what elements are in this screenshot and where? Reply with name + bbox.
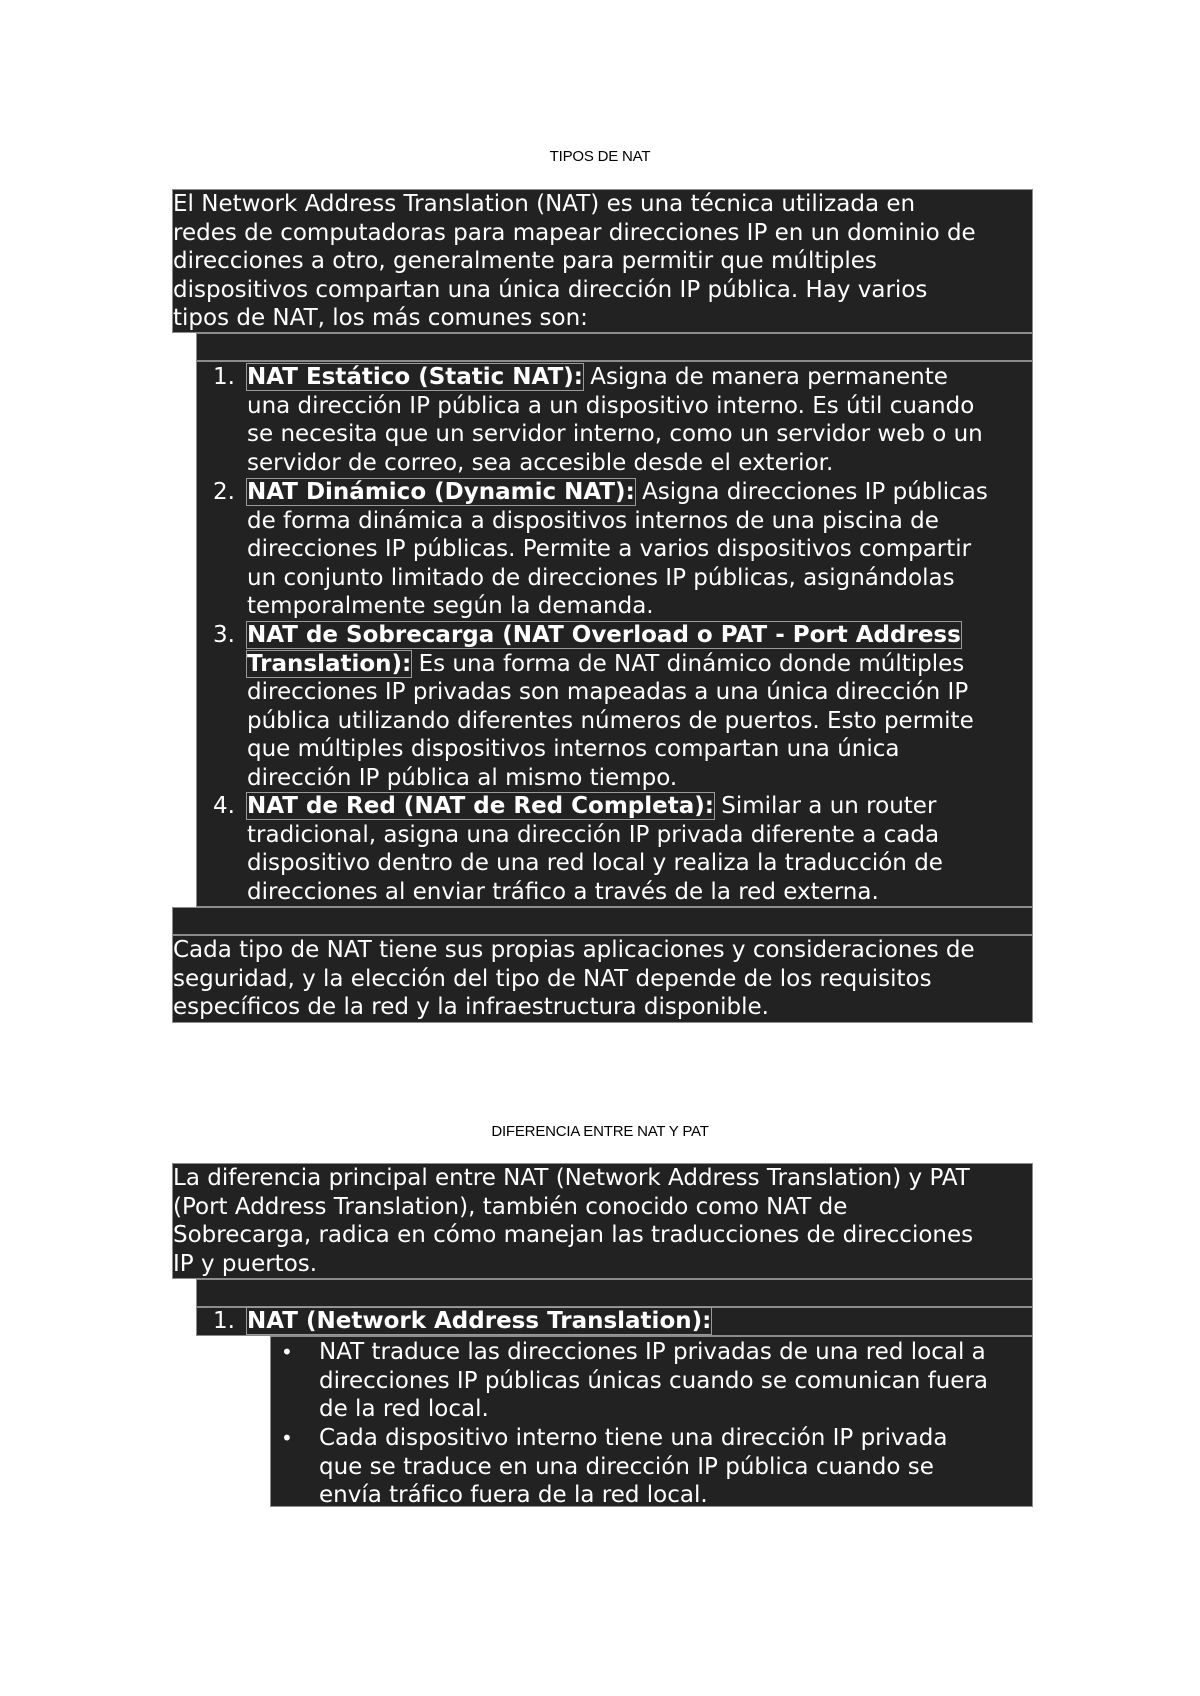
item-term-continued: Translation): <box>247 650 412 677</box>
nat-types-list <box>196 361 1033 907</box>
bullet-icon: • <box>281 1426 293 1450</box>
text-line: redes de computadoras para mapear direcciones IP en un dominio de <box>173 219 976 246</box>
list-item <box>247 792 943 906</box>
text-line: de forma dinámica a dispositivos internos de una piscina de <box>247 507 939 534</box>
spacer-block <box>196 1279 1033 1307</box>
text-line: IP y puertos. <box>173 1250 318 1277</box>
item-text: Similar a un router <box>713 793 937 819</box>
text-line: tipos de NAT, los más comunes son: <box>173 305 588 332</box>
item-term: NAT Dinámico (Dynamic NAT): <box>247 479 635 505</box>
list-item <box>247 363 983 477</box>
list-item <box>319 1424 947 1510</box>
list-number: 2. <box>213 479 235 505</box>
text-line: direcciones IP públicas. Permite a varios dispositivos compartir <box>247 536 972 563</box>
text-line: un conjunto limitado de direcciones IP públicas, asignándolas <box>247 564 955 591</box>
text-line: direcciones al enviar tráfico a través de la red externa. <box>247 878 879 905</box>
item-term: NAT de Red (NAT de Red Completa): <box>247 793 714 819</box>
text-line: Sobrecarga, radica en cómo manejan las traducciones de direcciones <box>173 1222 974 1249</box>
text-line: se necesita que un servidor interno, como un servidor web o un <box>247 421 983 448</box>
section-heading-diferencia: DIFERENCIA ENTRE NAT Y PAT <box>491 1123 709 1140</box>
text-line: Cada tipo de NAT tiene sus propias aplicaciones y consideraciones de <box>173 937 975 963</box>
text-line: direcciones a otro, generalmente para permitir que múltiples <box>173 248 877 275</box>
item-term: NAT Estático (Static NAT): <box>247 364 583 390</box>
section-heading-tipos: TIPOS DE NAT <box>549 148 651 165</box>
text-line: El Network Address Translation (NAT) es una técnica utilizada en <box>173 191 916 217</box>
list-number: 1. <box>213 364 235 390</box>
text-line: una dirección IP pública a un dispositivo interno. Es útil cuando <box>247 392 975 419</box>
list-item <box>319 1338 988 1424</box>
spacer-block <box>172 907 1033 935</box>
list-item <box>247 478 988 621</box>
item-term: NAT (Network Address Translation): <box>247 1308 712 1334</box>
text-line: dirección IP pública al mismo tiempo. <box>247 764 678 791</box>
text-line: servidor de correo, sea accesible desde el exterior. <box>247 449 834 476</box>
spacer-block <box>196 333 1033 361</box>
list-number: 1. <box>213 1308 235 1334</box>
intro-text <box>173 190 976 333</box>
text-line: que múltiples dispositivos internos compartan una única <box>247 736 900 763</box>
item-text: Asigna de manera permanente <box>582 364 948 390</box>
text-line: tradicional, asigna una dirección IP privada diferente a cada <box>247 821 940 848</box>
text-line: que se traduce en una dirección IP pública cuando se <box>319 1453 934 1480</box>
text-line: (Port Address Translation), también conocido como NAT de <box>173 1193 848 1220</box>
intro-block <box>172 189 1033 333</box>
text-line: NAT traduce las direcciones IP privadas de una red local a <box>319 1339 986 1365</box>
item-term: NAT de Sobrecarga (NAT Overload o PAT - Port Address <box>247 622 961 648</box>
text-line: dispositivos compartan una única dirección IP pública. Hay varios <box>173 276 928 303</box>
text-line: direcciones IP públicas únicas cuando se comunican fuera <box>319 1367 988 1394</box>
nat-pat-list-item <box>196 1307 1033 1336</box>
list-item <box>247 1307 711 1336</box>
bullet-list <box>270 1336 1033 1507</box>
text-line: Cada dispositivo interno tiene una dirección IP privada <box>319 1425 948 1451</box>
text-line: pública utilizando diferentes números de puertos. Esto permite <box>247 707 974 734</box>
bullet-icon: • <box>281 1340 293 1364</box>
text-line: seguridad, y la elección del tipo de NAT depende de los requisitos <box>173 965 932 992</box>
text-line: dispositivo dentro de una red local y realiza la traducción de <box>247 850 943 877</box>
list-item <box>247 621 974 793</box>
intro-block-2 <box>172 1163 1033 1279</box>
text-line: direcciones IP privadas son mapeadas a una única dirección IP <box>247 679 969 706</box>
item-text: Es una forma de NAT dinámico donde múltiples <box>411 650 965 677</box>
intro-text-2 <box>173 1164 973 1278</box>
text-line: La diferencia principal entre NAT (Network Address Translation) y PAT <box>173 1165 970 1191</box>
list-number: 3. <box>213 622 235 648</box>
text-line: específicos de la red y la infraestructura disponible. <box>173 994 769 1021</box>
list-number: 4. <box>213 793 235 819</box>
outro-text <box>173 936 975 1022</box>
outro-block <box>172 935 1033 1023</box>
text-line: envía tráfico fuera de la red local. <box>319 1482 708 1509</box>
text-line: temporalmente según la demanda. <box>247 593 654 620</box>
item-text: Asigna direcciones IP públicas <box>634 479 988 505</box>
text-line: de la red local. <box>319 1396 489 1423</box>
